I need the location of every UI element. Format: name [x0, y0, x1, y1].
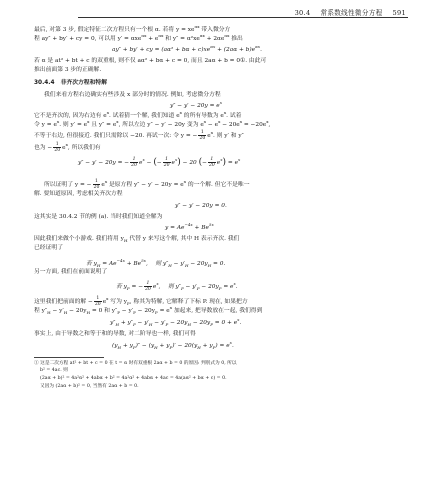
para3-line1-start: 所以证明了 y = −: [44, 182, 92, 188]
fraction-1-20: [198, 130, 206, 141]
left-paren: (: [198, 157, 203, 168]
big-eq-term2: $e^x$: [171, 157, 178, 166]
fraction-denominator: 20: [199, 136, 206, 141]
para2-equation: $y'' - y' - 20y = e^x$: [170, 100, 223, 109]
para3-line6: 另一方面, 我们在前面说明了: [34, 269, 108, 275]
combined-equation: $(y_H + y_P)'' - (y_H + y_P)' - 20(y_H + y_P) = e^x$.: [112, 340, 234, 351]
particular-claim-equation: [116, 281, 238, 292]
para3-line4: 因此我们来做个小游戏. 我们将用 $y_H$ 代替 y 来写这个解, 其中 H 表示齐次. 我们: [34, 236, 240, 244]
header-section-title: 常系数线性微分方程: [320, 9, 383, 17]
fraction-denominator: 20: [163, 163, 170, 168]
fraction-numerator: 1: [208, 157, 216, 163]
para1-line3: 若 α 是 at² + bt + c 的双重根, 则不仅 aα² + bα + c = 0, 而且 2aα + b = 0①. 由此可: [34, 58, 267, 64]
fraction-denominator: 20: [93, 185, 100, 190]
subsection-heading: [34, 80, 107, 87]
left-paren: (: [153, 157, 157, 168]
fraction-1-20: [208, 157, 216, 168]
fraction-numerator: 1: [163, 157, 171, 163]
fraction-denominator: 20: [145, 287, 151, 292]
footnote-line4: 又因为 (2aα + b)² = 0, 当然有 2aα + b = 0.: [40, 384, 139, 389]
hom-claim-if: 若 $y_H = Ae^{-4x} + Be^{5x}$,: [86, 258, 148, 269]
para3-line7-start: 这里我们把前面的解 −: [34, 299, 93, 305]
footnote-line1: ① 这是二次方程 at² + bt + c = 0 在 t = α 时有双重根 2aα + b = 0 的原因: 判别式为 0, 所以: [34, 361, 237, 366]
footnote-rule: [34, 357, 104, 358]
para2-line5-end: $e^x$, 所以我们有: [62, 142, 101, 151]
para3-line7: [34, 296, 248, 307]
fraction-numerator: 1: [53, 142, 61, 148]
header-rule: [78, 17, 408, 18]
fraction-denominator: 20: [208, 163, 215, 168]
fraction-1-20: [53, 142, 61, 153]
fraction-denominator: 20: [94, 302, 101, 307]
para1-line2: 程 ay″ + by′ + cy = 0, 可以用 $y' = \alpha xe^{\alpha x} + e^{\alpha x}$ 和 $y'' = \alpha^2xe^{\alpha x} + 2\alpha e^{\alpha x}$ 推出: [34, 33, 243, 42]
homogeneous-claim-equation: [86, 258, 225, 267]
para3-line5: 已经证明了: [34, 245, 63, 251]
para3-line2: 解. 要知道原因, 考虑相关齐次方程: [34, 191, 123, 197]
para2-line5: [34, 142, 101, 153]
fraction-numerator: 1: [198, 130, 206, 136]
right-paren: ): [177, 157, 181, 168]
para3-line8: 程 $y''_H - y'_H - 20y_H = 0$ 和 $y''_P - y'_P - 20y_P = e^x$ 加起来, 把导数放在一起, 我们得到: [34, 305, 263, 316]
general-solution-equation: $y = Ae^{-4x} + Be^{5x}$: [165, 222, 214, 231]
fraction-numerator: 1: [93, 179, 101, 185]
para2-line1: 我们来看方程右边确实有些涉及 x 部分时的情况. 例如, 考虑微分方程: [44, 92, 221, 98]
fraction-denominator: 20: [131, 163, 138, 168]
header-section-number: 30.4: [294, 9, 311, 17]
para2-line5-start: 也为 −: [34, 145, 53, 151]
part-claim-exp: $e^x$,: [152, 281, 161, 290]
hom-claim-then: 则 $y''_H - y'_H - 20y_H = 0$.: [155, 261, 226, 269]
para1-line1: 最后, 对第 3 步, 假定特征二次方程只有一个根 α. 若将 $y = xe^{\alpha x}$ 带入微分方: [34, 24, 231, 33]
big-eq-lhs: y″ − y′ − 20y = −: [78, 160, 130, 166]
big-eq-term4: $e^x$: [216, 157, 223, 166]
page-number: 591: [392, 9, 406, 17]
para1-equation: ay″ + by′ + cy = $(a\alpha^2 + b\alpha + c)xe^{\alpha x} + (2a\alpha + b)e^{\alpha x}$.: [112, 44, 262, 53]
para3-line3: 这其实是 30.4.2 节的例 (a). 当时我们知道全解为: [34, 214, 163, 220]
display-equation-verification: y″ − y′ − 20y = − $\frac{1}{20}$ $e^x$ − (− $\frac{1}{20}$ $e^x) - 20$ (− $\frac{1}{20}$ $e^x) = e^x$: [78, 157, 241, 168]
big-eq-rhs: = $e^x$: [226, 157, 241, 166]
fraction-1-20: [94, 296, 102, 307]
para2-line4: [34, 130, 244, 141]
para3-line1: [44, 179, 250, 190]
right-paren: ): [222, 157, 227, 168]
running-header: [285, 7, 406, 17]
footnote-line2: b² = 4ac. 则: [40, 368, 68, 373]
para2-line4-end: $e^x$. 则 y′ 和 y″: [207, 130, 244, 139]
big-eq-term3: − 20: [180, 160, 199, 166]
para3-line9: 事实上, 由于导数之和等于和的导数, 对二阶导也一样, 我们可得: [34, 331, 196, 337]
fraction-1-20: [163, 157, 171, 168]
fraction-1-20: [144, 281, 152, 292]
summed-equation: $y''_H + y''_P - y'_H - y'_P - 20y_H - 20y_P = 0 + e^x$.: [110, 317, 242, 328]
big-eq-term1: $e^x$ −: [139, 157, 154, 166]
footnote-line3: (2aα + b)² = 4a²α² + 4abα + b² = 4a²α² + 4abα + 4ac = 4a(aα² + bα + c) = 0.: [40, 376, 227, 381]
part-claim-if: 若 $y_P$ = −: [116, 284, 144, 292]
para2-line4-start: 不等于右边, 但很接近. 我们只需除以 −20. 再试一次: 令 y = −: [34, 133, 198, 139]
para3-line1-end: $e^x$ 是原方程 $y'' - y' - 20y = e^x$ 的一个解. 但它不是唯一: [101, 179, 250, 188]
fraction-denominator: 20: [54, 148, 61, 153]
subsection-title: 非齐次方程和特解: [60, 80, 107, 86]
homogeneous-equation: y″ − y′ − 20y = 0.: [175, 203, 227, 209]
subsection-number: 30.4.4: [34, 80, 55, 86]
fraction-numerator: 1: [130, 157, 138, 163]
para1-line4: 推出前面第 3 步的正确解.: [34, 67, 102, 73]
para2-line2: 它不是齐次的, 因为右边有 $e^x$. 试着猜一个解, 我们知道 $e^x$ 的所有导数为 $e^x$. 试着: [34, 110, 242, 119]
para2-line3: 令 $y = e^x$. 则 $y' = e^x$ 且 $y'' = e^x$, 所以左边 y″ − y′ − 20y 变为 $e^x - e^x - 20e^x = -20e^x$,: [34, 119, 271, 128]
para3-line7-end: $e^x$ 写为 $y_P$, 称其为特解, 它解释了下标 P. 现在, 如果把方: [102, 296, 248, 307]
fraction-1-20: [130, 157, 138, 168]
fraction-1-20: [93, 179, 101, 190]
part-claim-then: 则 $y''_P - y'_P - 20y_P = e^x$.: [167, 281, 238, 292]
fraction-numerator: 1: [94, 296, 102, 302]
fraction-numerator: 1: [144, 281, 152, 287]
